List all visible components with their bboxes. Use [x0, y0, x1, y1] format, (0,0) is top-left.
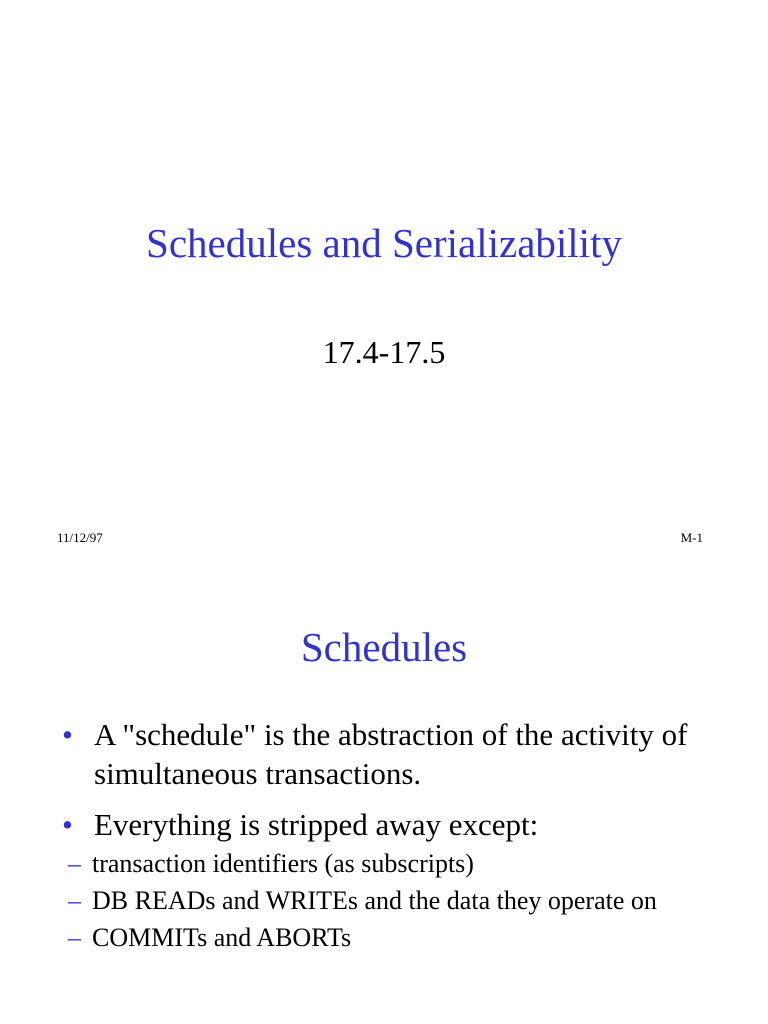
slide-1-footer-date: 11/12/97	[57, 530, 103, 545]
sub-bullet-item	[68, 846, 738, 881]
sub-bullet-group	[58, 846, 738, 955]
bullet-item	[58, 715, 738, 793]
sub-bullet-list	[68, 846, 738, 955]
slide-2-title: Schedules	[300, 624, 468, 670]
sub-bullet-item	[68, 883, 738, 918]
bullet-marker-icon: •	[62, 717, 73, 752]
bullet-text: A "schedule" is the abstraction of the activity of simultaneous transactions.	[94, 717, 688, 791]
bullet-marker-icon: •	[62, 807, 73, 842]
sub-bullet-item	[68, 920, 738, 955]
bullet-item	[58, 805, 738, 844]
slide-1-title: Schedules and Serializability	[146, 220, 622, 266]
slide-1-footer-page-number: M-1	[680, 530, 703, 545]
sub-bullet-text: COMMITs and ABORTs	[92, 923, 352, 952]
bullet-text: Everything is stripped away except:	[94, 807, 539, 842]
sub-bullet-text: transaction identifiers (as subscripts)	[92, 849, 474, 878]
sub-bullet-text: DB READs and WRITEs and the data they operate on	[92, 886, 657, 915]
dash-marker-icon: –	[68, 886, 81, 915]
slide-2	[0, 560, 768, 1024]
dash-marker-icon: –	[68, 849, 81, 878]
dash-marker-icon: –	[68, 923, 81, 952]
slide-1-subtitle: 17.4-17.5	[322, 334, 446, 370]
bullet-list	[58, 715, 738, 957]
